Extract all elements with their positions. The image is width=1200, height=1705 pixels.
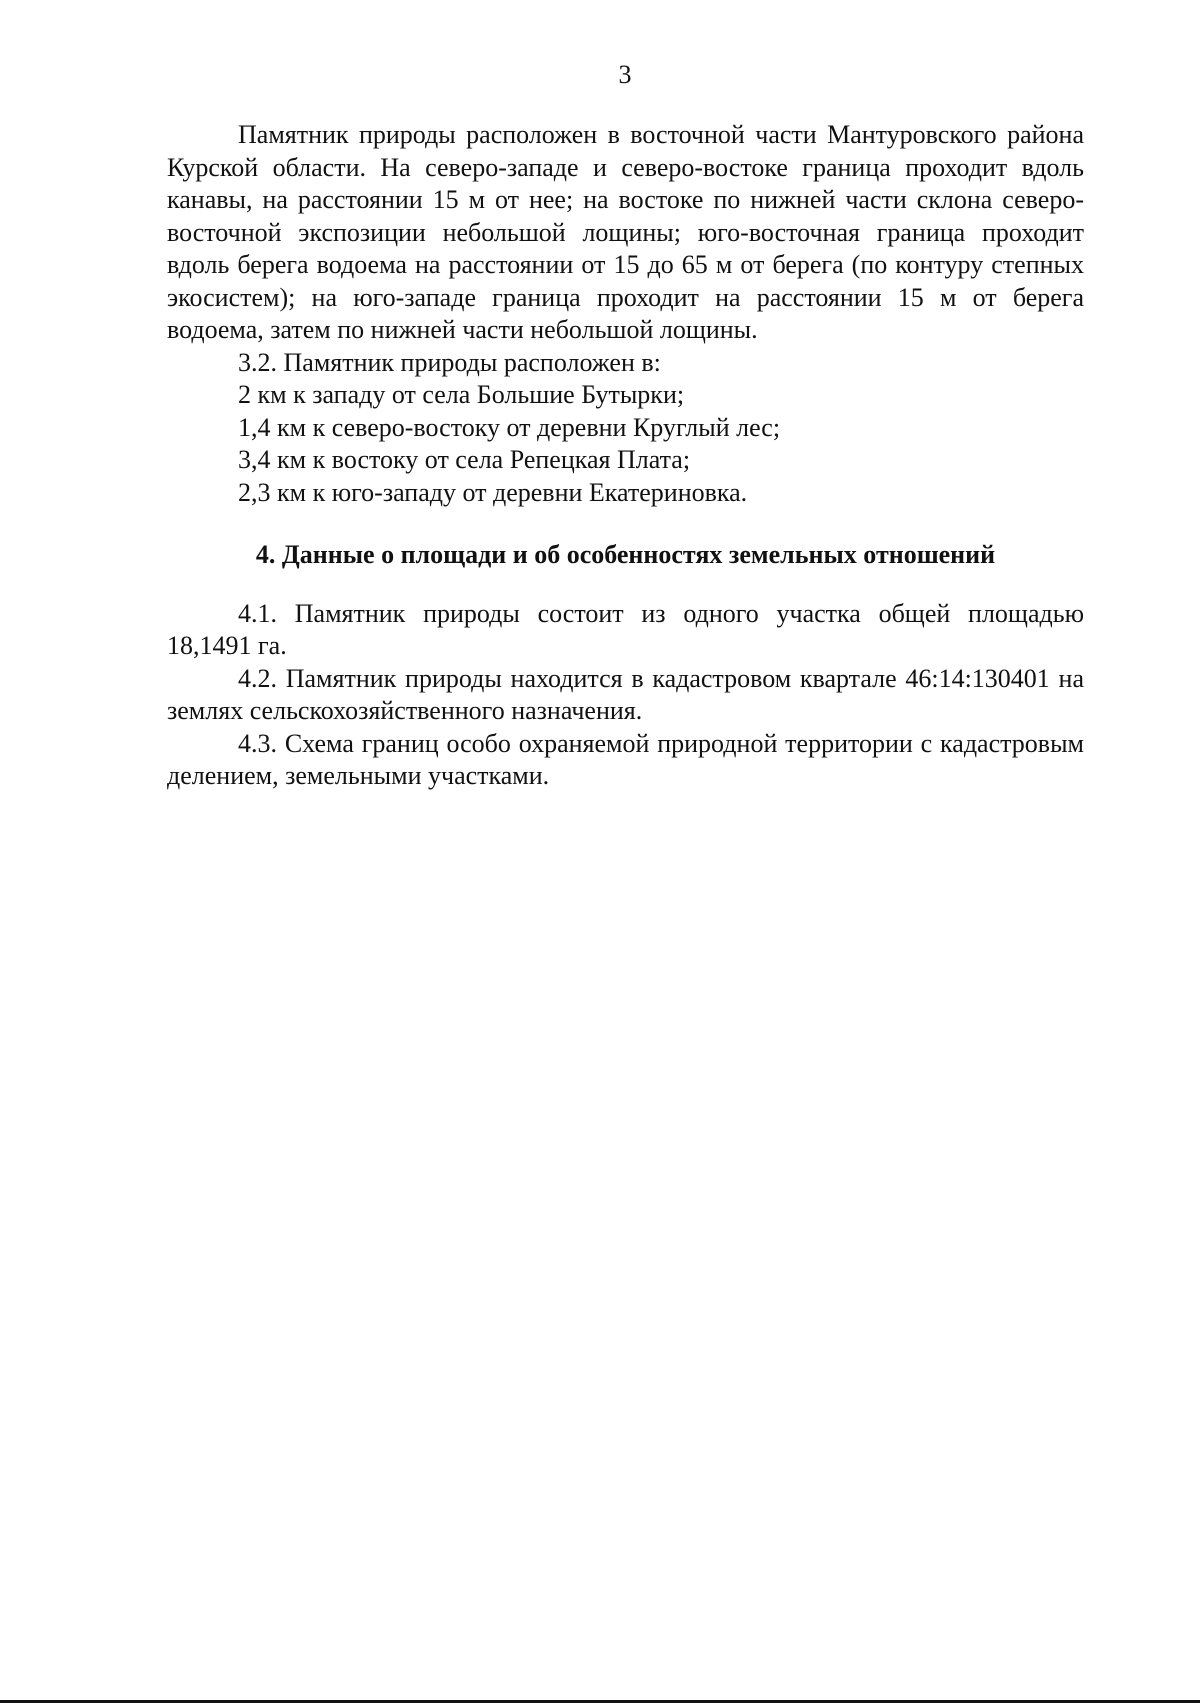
document-body [167,119,1084,793]
page-number: 3 [618,60,632,89]
distance-item-2: 1,4 км к северо-востоку от деревни Круглый лес; [238,412,781,442]
item-4-1: 4.1. Памятник природы состоит из одного участка общей площадью 18,1491 га. [167,598,1084,660]
item-4-3: 4.3. Схема границ особо охраняемой природной территории с кадастровым делением, земельными участками. [167,728,1084,790]
distance-item-4: 2,3 км к юго-западу от деревни Екатериновка. [238,477,748,507]
section-4-heading: 4. Данные о площади и об особенностях земельных отношений [255,540,996,569]
distance-item-1: 2 км к западу от села Большие Бутырки; [238,380,685,409]
bottom-scan-border [0,1700,1200,1703]
location-paragraph: Памятник природы расположен в восточной части Мантуровского района Курской области. На северо-западе и северо-востоке граница проходит вдоль канавы, на расстоянии 15 м от нее; на востоке по нижней части склона северо-восточной экспозиции небольшой лощины; юго-восточная граница проходит вдоль берега водоема на расстоянии от 15 до 65 м от берега (по контуру степных экосистем); на юго-западе граница проходит на расстоянии 15 м от берега водоема, затем по нижней части небольшой лощины. [167,120,1084,344]
item-4-2: 4.2. Памятник природы находится в кадастровом квартале 46:14:130401 на землях сельскохозяйственного назначения. [167,663,1084,725]
item-3-2-intro: 3.2. Памятник природы расположен в: [238,347,661,377]
distance-item-3: 3,4 км к востоку от села Репецкая Плата; [238,445,691,474]
